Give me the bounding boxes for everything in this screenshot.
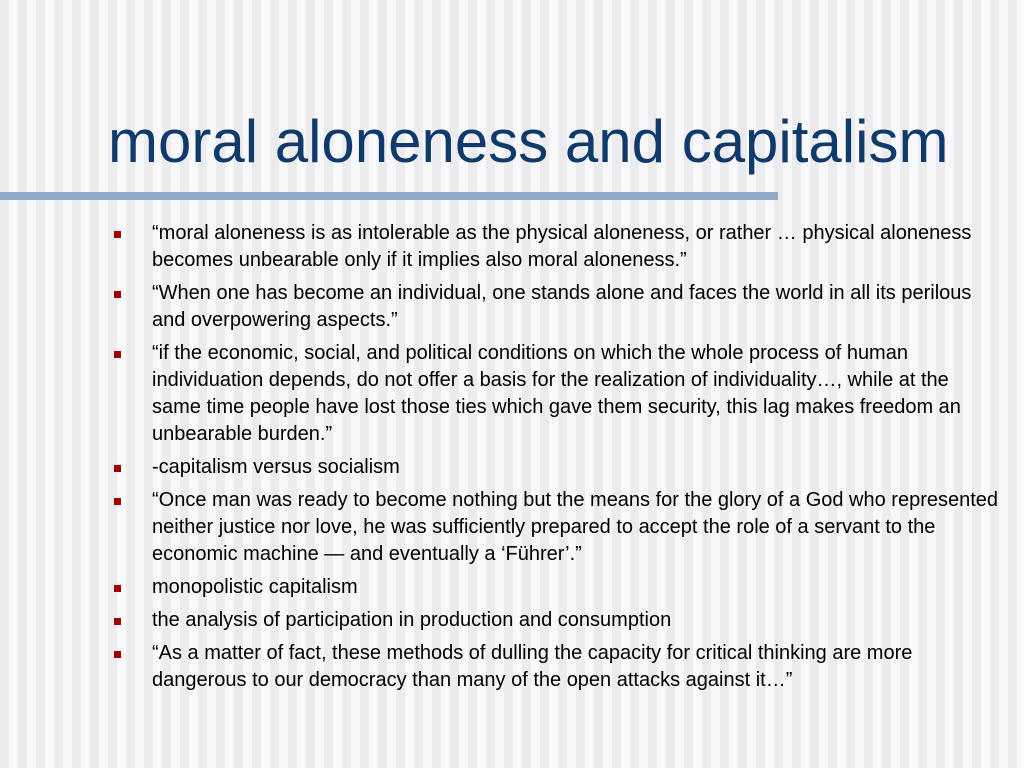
bullet-text: “Once man was ready to become nothing but the means for the glory of a God who represented neither justice nor love, he was sufficiently prepared to accept the role of a servant to the economic machine — and eventually a ‘Führer’.”	[152, 489, 999, 565]
bullet-text: monopolistic capitalism	[152, 576, 358, 598]
bullet-item	[112, 640, 1002, 694]
bullet-text: “moral aloneness is as intolerable as the physical aloneness, or rather … physical aloneness becomes unbearable only if it implies also moral aloneness.”	[152, 222, 972, 271]
square-bullet-icon	[114, 618, 121, 625]
bullet-item	[112, 280, 1002, 334]
square-bullet-icon	[114, 231, 121, 238]
square-bullet-icon	[114, 498, 121, 505]
bullet-item	[112, 487, 1002, 568]
bullet-text: “When one has become an individual, one stands alone and faces the world in all its perilous and overpowering aspects.”	[152, 282, 972, 331]
square-bullet-icon	[114, 585, 121, 592]
bullet-item	[112, 340, 1002, 448]
title-underline-rule	[0, 192, 778, 200]
bullet-item	[112, 220, 1002, 274]
square-bullet-icon	[114, 465, 121, 472]
bullet-text: the analysis of participation in production and consumption	[152, 609, 672, 631]
bullet-item	[112, 607, 1002, 634]
bullet-item	[112, 454, 1002, 481]
square-bullet-icon	[114, 351, 121, 358]
bullet-text: “As a matter of fact, these methods of dulling the capacity for critical thinking are more dangerous to our democracy than many of the open attacks against it…”	[152, 642, 913, 691]
bullet-item	[112, 574, 1002, 601]
bullet-text: “if the economic, social, and political conditions on which the whole process of human individuation depends, do not offer a basis for the realization of individuality…, while at the same time people have lost those ties which gave them security, this lag makes freedom an unbearable burden.”	[152, 342, 961, 445]
bullet-text: -capitalism versus socialism	[152, 456, 400, 478]
square-bullet-icon	[114, 651, 121, 658]
square-bullet-icon	[114, 291, 121, 298]
slide-title: moral aloneness and capitalism	[108, 108, 949, 175]
bullet-list	[112, 220, 1002, 700]
